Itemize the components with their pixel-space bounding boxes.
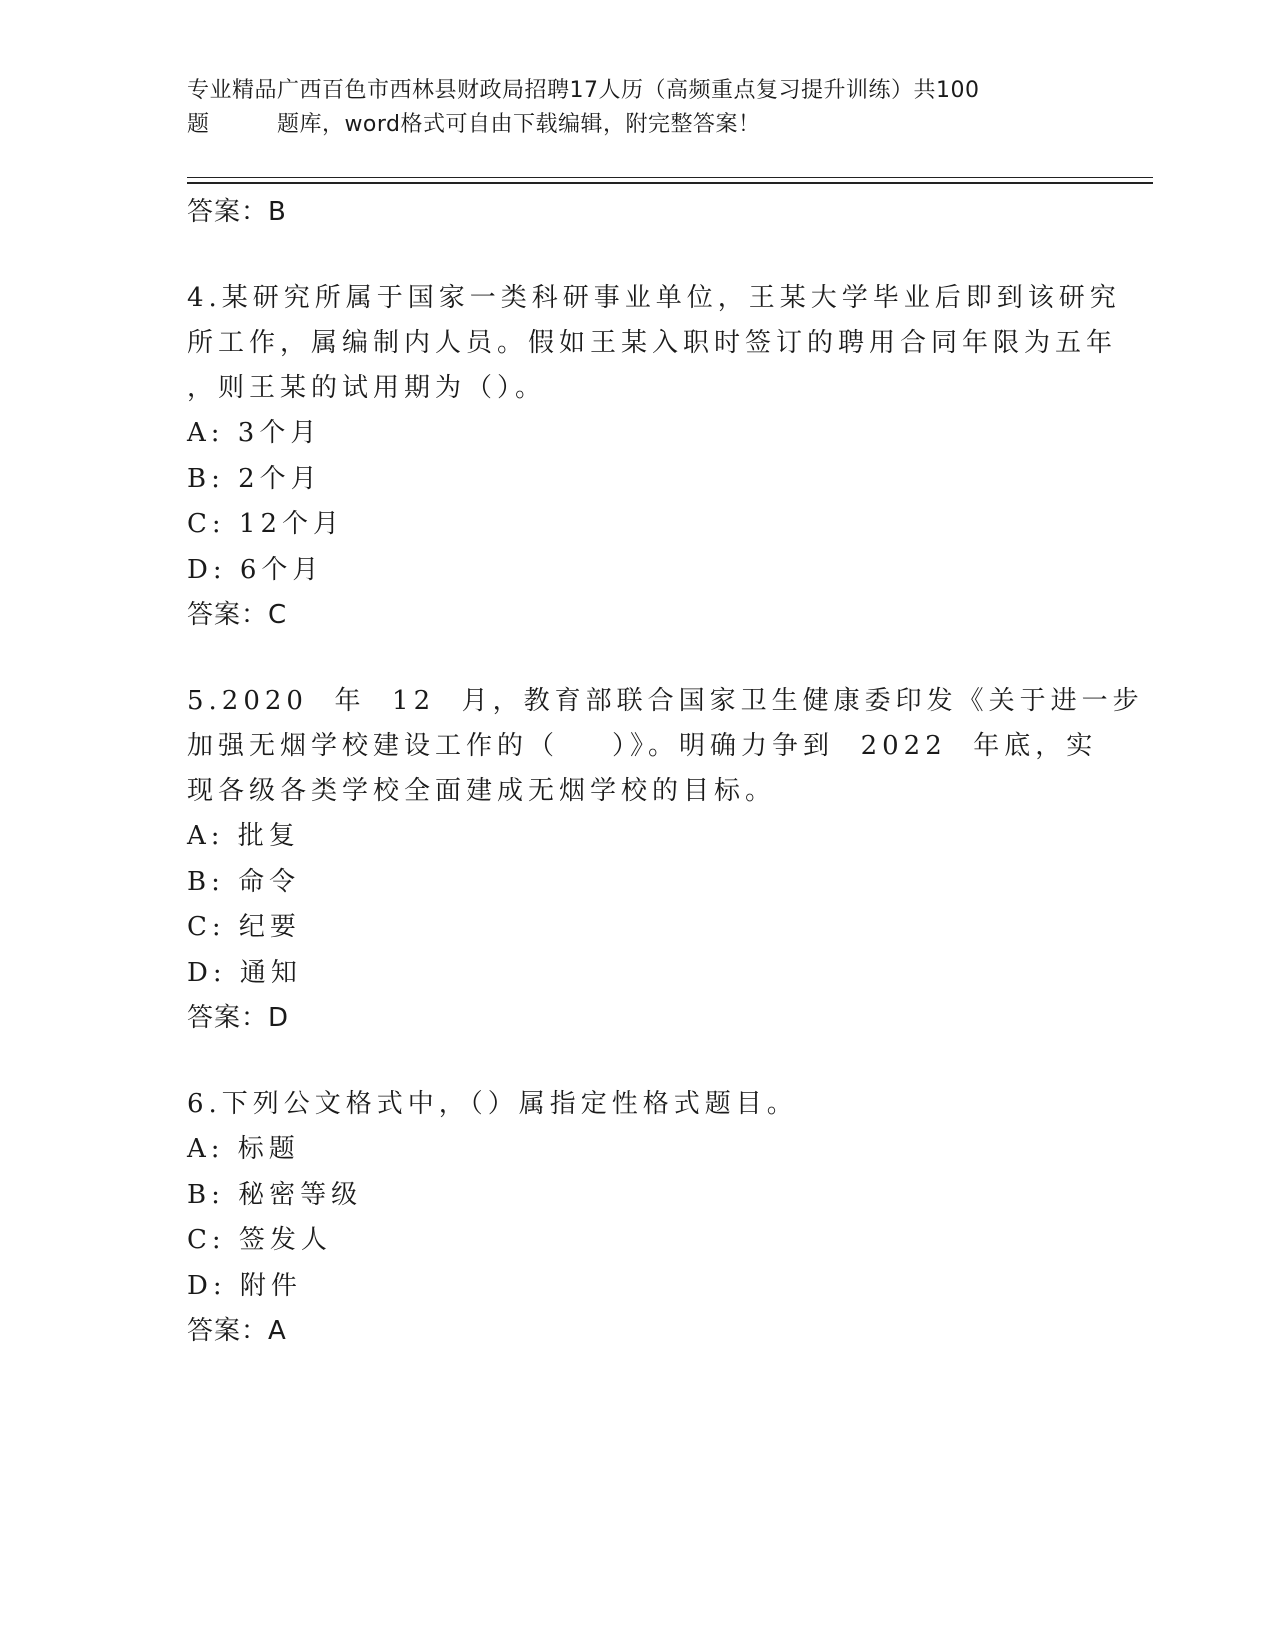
answer: 答案：D: [187, 1003, 290, 1033]
page-header: [187, 74, 1067, 142]
option-b: B: 2个月: [187, 463, 322, 494]
option-c: C: 纪要: [187, 912, 301, 942]
question-text: [187, 679, 1144, 814]
header-rule-thick: [187, 182, 1153, 184]
question-line: 6.下列公文格式中，（）属指定性格式题目。: [187, 1089, 798, 1119]
question-4: [187, 276, 1121, 637]
spacer: [187, 1040, 1067, 1082]
option-a: A: 批复: [187, 821, 300, 851]
question-line: 5.2020 年 12 月，教育部联合国家卫生健康委印发《关于进一步: [187, 686, 1144, 716]
spacer: [187, 234, 1067, 276]
question-text: [187, 276, 1121, 411]
question-5: [187, 679, 1144, 1040]
option-c: C: 12个月: [187, 509, 345, 539]
question-line: 4.某研究所属于国家一类科研事业单位，王某大学毕业后即到该研究: [187, 283, 1121, 313]
option-d: D: 通知: [187, 957, 302, 988]
question-line: 加强无烟学校建设工作的（ ）》。明确力争到 2022 年底，实: [187, 731, 1098, 761]
option-b: B: 命令: [187, 866, 301, 897]
option-a: A: 标题: [187, 1134, 300, 1164]
answer: 答案：C: [187, 600, 288, 630]
question-text: [187, 1082, 1067, 1127]
header-title-line-2: 题 题库，word格式可自由下载编辑，附完整答案！: [187, 112, 761, 137]
option-d: D: 6个月: [187, 554, 324, 585]
header-title-line-1: 专业精品广西百色市西林县财政局招聘17人历（高频重点复习提升训练）共100: [187, 78, 980, 103]
header-rule-thin: [187, 177, 1153, 178]
option-d: D: 附件: [187, 1270, 302, 1301]
option-b: B: 秘密等级: [187, 1179, 363, 1210]
answer: 答案：A: [187, 1316, 287, 1346]
question-line: 现各级各类学校全面建成无烟学校的目标。: [187, 776, 777, 806]
question-line: 所工作，属编制内人员。假如王某入职时签订的聘用合同年限为五年: [187, 328, 1118, 358]
spacer: [187, 637, 1067, 679]
document-body: [187, 190, 1144, 1353]
option-a: A: 3个月: [187, 418, 322, 448]
answer-previous: 答案：B: [187, 197, 287, 227]
question-line: ，则王某的试用期为（）。: [187, 373, 547, 403]
option-c: C: 签发人: [187, 1225, 332, 1255]
question-6: [187, 1082, 1067, 1353]
